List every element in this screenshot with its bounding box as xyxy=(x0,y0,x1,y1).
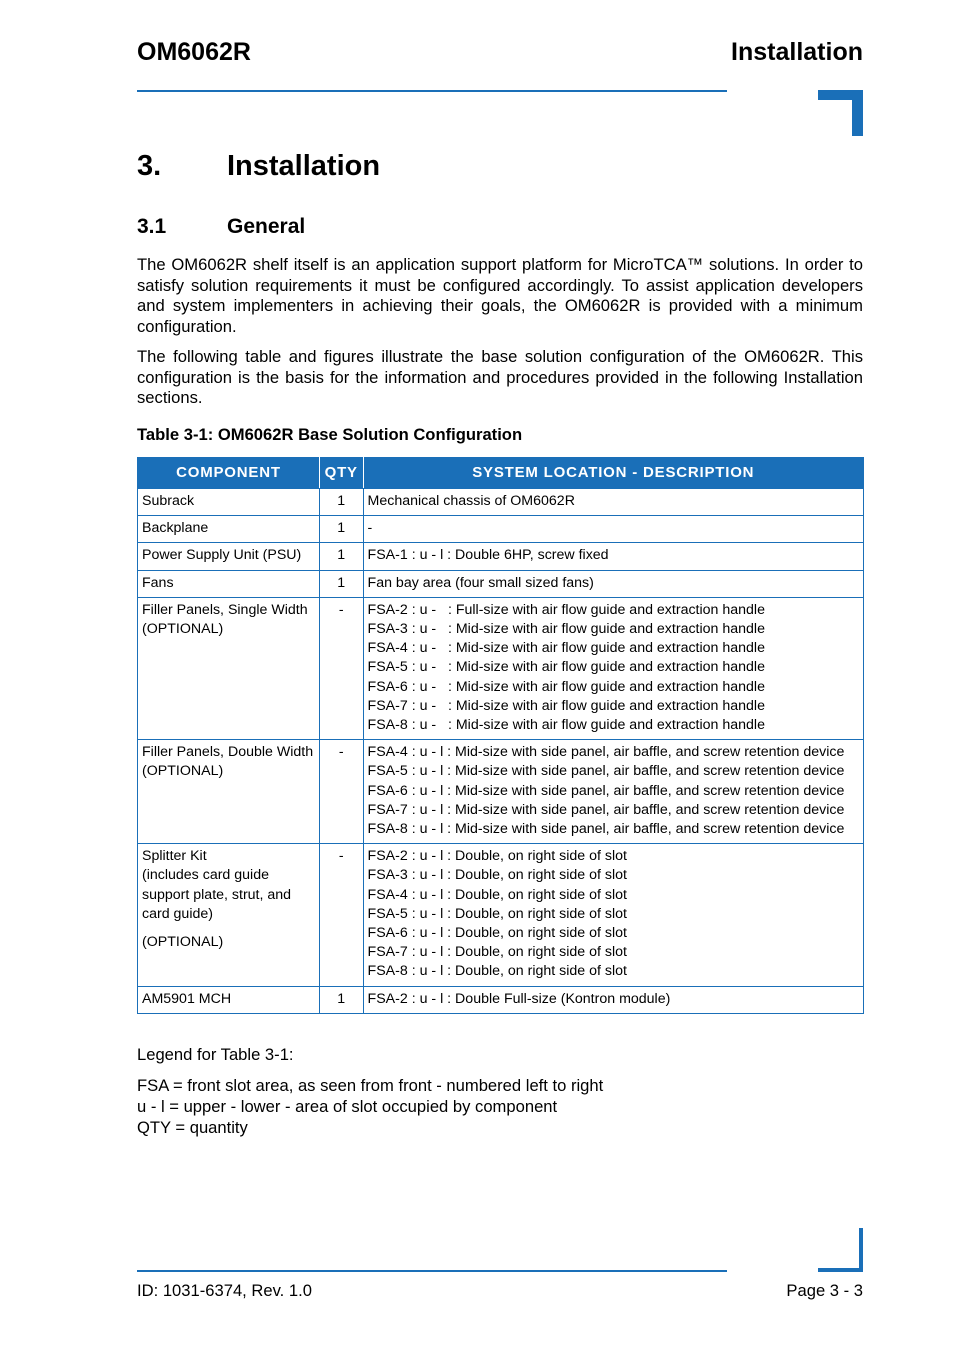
component-line: Splitter Kit xyxy=(142,848,207,865)
description-line: FSA-2 : u - l : Double, on right side of slot xyxy=(367,848,627,865)
paragraph-table-intro: The following table and figures illustrate the base solution configuration of the OM6062R. This configuration is the basis for the information and procedures provided in the following Installation sections. xyxy=(137,347,863,408)
component-line: (OPTIONAL) xyxy=(142,763,224,780)
section-heading xyxy=(137,215,305,239)
qty-cell: 1 xyxy=(319,986,363,1013)
header-qty: QTY xyxy=(319,458,363,489)
component-line: (includes card guide xyxy=(142,867,269,884)
table-row xyxy=(138,986,864,1013)
qty-cell: 1 xyxy=(319,516,363,543)
footer-document-id: ID: 1031-6374, Rev. 1.0 xyxy=(137,1281,312,1300)
description-line: FSA-4 : u - l : Mid-size with side panel, air baffle, and screw retention device xyxy=(367,744,845,761)
description-line: FSA-7 : u - : Mid-size with air flow guide and extraction handle xyxy=(367,697,765,714)
table-caption: Table 3-1: OM6062R Base Solution Configuration xyxy=(137,425,523,444)
description-line: FSA-4 : u - l : Double, on right side of slot xyxy=(367,886,627,903)
footer-rule xyxy=(137,1270,727,1272)
table-row xyxy=(138,597,864,739)
description-cell xyxy=(363,844,863,986)
qty-cell: 1 xyxy=(319,543,363,570)
table-row xyxy=(138,489,864,516)
description-line: FSA-3 : u - l : Double, on right side of slot xyxy=(367,867,627,884)
component-line: support plate, strut, and xyxy=(142,886,292,903)
legend-line: QTY = quantity xyxy=(137,1118,248,1137)
description-line: FSA-5 : u - : Mid-size with air flow guide and extraction handle xyxy=(367,659,765,676)
paragraph-intro: The OM6062R shelf itself is an application support platform for MicroTCA™ solutions. In order to satisfy solution requirements it must be configured accordingly. To assist application developers and system implementers in achieving their goals, the OM6062R is provided with a minimum configuration. xyxy=(137,255,863,337)
description-line: FSA-7 : u - l : Mid-size with side panel, air baffle, and screw retention device xyxy=(367,801,845,818)
table-row xyxy=(138,844,864,986)
description-cell xyxy=(363,570,863,597)
description-line: FSA-8 : u - l : Double, on right side of slot xyxy=(367,963,627,980)
qty-cell: 1 xyxy=(319,489,363,516)
chapter-number: 3. xyxy=(137,150,162,182)
component-cell xyxy=(138,489,320,516)
legend-title: Legend for Table 3-1: xyxy=(137,1045,294,1064)
component-line: Subrack xyxy=(142,493,195,509)
description-line: FSA-2 : u - : Full-size with air flow guide and extraction handle xyxy=(367,601,765,618)
description-line: FSA-6 : u - : Mid-size with air flow guide and extraction handle xyxy=(367,678,765,695)
description-cell xyxy=(363,597,863,739)
qty-cell: - xyxy=(319,740,363,844)
footer-page-number: Page 3 - 3 xyxy=(786,1281,863,1300)
qty-cell: - xyxy=(319,597,363,739)
component-line: Fans xyxy=(142,574,174,591)
component-line: Power Supply Unit (PSU) xyxy=(142,547,302,564)
component-line: AM5901 MCH xyxy=(142,990,232,1007)
component-cell xyxy=(138,543,320,570)
description-line: - xyxy=(367,520,373,537)
header-description: SYSTEM LOCATION - DESCRIPTION xyxy=(363,458,863,489)
section-title: General xyxy=(227,215,306,238)
section-number: 3.1 xyxy=(137,215,167,238)
table-row xyxy=(138,543,864,570)
description-line: FSA-6 : u - l : Double, on right side of slot xyxy=(367,925,627,942)
configuration-table xyxy=(137,457,864,1014)
chapter-heading xyxy=(137,150,380,183)
description-line: FSA-8 : u - : Mid-size with air flow guide and extraction handle xyxy=(367,717,765,734)
description-cell xyxy=(363,986,863,1013)
header-component: COMPONENT xyxy=(138,458,320,489)
description-cell xyxy=(363,543,863,570)
component-cell xyxy=(138,597,320,739)
chapter-title: Installation xyxy=(227,150,381,182)
description-cell xyxy=(363,516,863,543)
description-line: Mechanical chassis of OM6062R xyxy=(367,493,575,509)
component-line: Backplane xyxy=(142,520,209,537)
description-line: FSA-1 : u - l : Double 6HP, screw fixed xyxy=(367,547,609,564)
header-product: OM6062R xyxy=(137,38,251,66)
table-row xyxy=(138,740,864,844)
description-line: FSA-5 : u - l : Double, on right side of slot xyxy=(367,905,627,922)
qty-cell: - xyxy=(319,844,363,986)
description-cell xyxy=(363,489,863,516)
component-line: (OPTIONAL) xyxy=(142,934,224,951)
legend-line: u - l = upper - lower - area of slot occupied by component xyxy=(137,1097,558,1116)
component-line: Filler Panels, Single Width xyxy=(142,601,308,618)
header-section: Installation xyxy=(731,38,863,66)
corner-mark-bottom xyxy=(818,1268,863,1272)
component-cell xyxy=(138,740,320,844)
spacer xyxy=(142,924,315,933)
table-row xyxy=(138,570,864,597)
description-line: FSA-8 : u - l : Mid-size with side panel, air baffle, and screw retention device xyxy=(367,821,845,838)
description-line: FSA-7 : u - l : Double, on right side of slot xyxy=(367,944,627,961)
table-row xyxy=(138,516,864,543)
component-cell xyxy=(138,844,320,986)
description-line: FSA-3 : u - : Mid-size with air flow guide and extraction handle xyxy=(367,621,765,638)
component-line: (OPTIONAL) xyxy=(142,621,224,638)
component-line: Filler Panels, Double Width xyxy=(142,744,314,761)
component-cell xyxy=(138,570,320,597)
description-line: FSA-5 : u - l : Mid-size with side panel, air baffle, and screw retention device xyxy=(367,763,845,780)
description-line: FSA-4 : u - : Mid-size with air flow guide and extraction handle xyxy=(367,640,765,657)
header-rule xyxy=(137,90,727,92)
legend-line: FSA = front slot area, as seen from front - numbered left to right xyxy=(137,1076,604,1095)
description-cell xyxy=(363,740,863,844)
description-line: Fan bay area (four small sized fans) xyxy=(367,574,594,591)
corner-mark-top-vertical xyxy=(852,90,863,136)
corner-mark-bottom-vertical xyxy=(859,1228,863,1272)
description-line: FSA-2 : u - l : Double Full-size (Kontron module) xyxy=(367,990,671,1007)
component-cell xyxy=(138,986,320,1013)
component-cell xyxy=(138,516,320,543)
qty-cell: 1 xyxy=(319,570,363,597)
component-line: card guide) xyxy=(142,905,213,922)
table-header-row xyxy=(138,458,864,489)
description-line: FSA-6 : u - l : Mid-size with side panel, air baffle, and screw retention device xyxy=(367,782,845,799)
